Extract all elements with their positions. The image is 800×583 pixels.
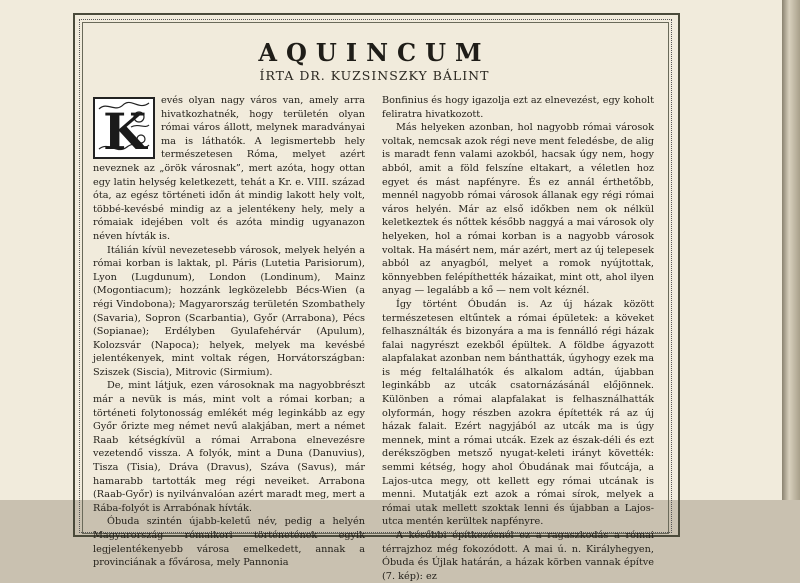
right-column	[382, 94, 654, 583]
paragraph: Itálián kívül nevezetesebb városok, melyek helyén a római korban is laktak, pl. Páris (Lutetia Parisiorum), Lyon (Lugdunum), London (Londinum), Mainz (Mogontiacum); hozzánk legközelebb Bécs-Wien (a régi Vindobona); Magyarország területén Szombathely (Savaria), Sopron (Scarbantia), Győr (Arrabona), Pécs (Sopianae); Erdélyben Gyulafehérvár (Apulum), Kolozsvár (Napoca); helyek, melyek ma kevésbé jelentékenyek, mint voltak régen, Horvátországban: Sziszek (Siscia), Mitrovic (Sirmium).	[93, 244, 365, 378]
article-title: AQUINCUM	[258, 38, 491, 67]
paragraph: Így történt Óbudán is. Az új házak között természetesen eltűntek a római épületek: a köveket felhasználták és bizonyára a ma is fennálló régi házak falai nagyrészt ezekből épültek. A földbe ágyazott alapfalakat azonban nem bánthatták, úgyhogy ezek ma is még feltalálhatók és alkalom adtán, újabban leginkább az utcák csatornázásánál előjönnek. Különben a római alapfalakat is felhasználhatták olyformán, hogy részben azokra építették rá az új házak falait. Ezért nagyjából az utcák ma is úgy mennek, mint a római utcák. Ezek az észak-déli és ezt derékszögben metsző nyugat-keleti irányt követték: semmi kétség, hogy ahol Óbudának mai főutcája, a Lajos-utca megy, ott kellett egy római utcának is menni. Mutatják ezt azok a római sírok, melyek a római utak mellett szoktak lenni és újabban a Lajos-utca mentén kerültek napfényre.	[382, 298, 654, 528]
book-spine	[782, 0, 800, 500]
paragraph: De, mint látjuk, ezen városoknak ma nagyobbrészt már a nevük is más, mint volt a római korban; a történeti folytonosság emlékét még leginkább az egy Győr őrizte meg német nevű alakjában, mert a német Raab kétségkívül a római Arrabona elnevezésre vezetendő vissza. A folyók, mint a Duna (Danuvius), Tisza (Tisia), Dráva (Dravus), Száva (Savus), már hamarabb tartották meg régi neveiket. Arrabona (Raab-Győr) is nyilvánvalóan azért maradt meg, mert a Rába-folyót is Arrabónak hívták.	[93, 380, 365, 514]
paragraph: A későbbi építkezésnél ez a ragaszkodás a római térrajzhoz még fokozódott. A mai ú. n. Királyhegyen, Óbuda és Újlak határán, a házak körben vannak építve (7. kép): ez	[382, 530, 654, 582]
ornamental-dropcap-icon	[93, 97, 155, 159]
paragraph: Bonfinius és hogy igazolja ezt az elnevezést, egy koholt feliratra hivatkozott.	[382, 95, 654, 120]
paragraph: evés olyan nagy város van, amely arra hivatkozhatnék, hogy területén olyan római város állott, melynek maradványai ma is láthatók. A legismertebb hely természetesen Róma, melyet azért neveznek az „örök városnak”, mert azóta, hogy ottan egy latin helység keletkezett, tehát a Kr. e. VIII. század óta, az egész történeti időn át mindig lakott hely volt, többé-kevésbé mindig az a jelentékeny hely, mely a rómaiak idejében volt és azóta mindig ugyanazon néven hívták is.	[93, 95, 365, 242]
dropcap-letter: K	[103, 102, 147, 157]
article-byline: ÍRTA DR. KUZSINSZKY BÁLINT	[259, 68, 490, 83]
paragraph: Óbuda szintén újabb-keletű név, pedig a helyén Magyarország rómaikori történetének egyik legjelentékenyebb városa emelkedett, annak a provinciának a fővárosa, mely Pannonia	[93, 516, 365, 569]
left-column	[93, 94, 365, 570]
paragraph: Más helyeken azonban, hol nagyobb római városok voltak, nemcsak azok régi neve ment feledésbe, de alig is maradt fenn valami azokból, hacsak úgy nem, hogy abból, amit a föld felszíne eltakart, a véletlen hoz egyet és mást napfényre. És ez annál érthetőbb, mennél nagyobb római városok állanak egy régi római város helyén. Már az első időkben nem ok nélkül keletkeztek és nőttek később naggyá a mai városok oly helyeken, hol a római korban is a nagyobb városok voltak. Ha másért nem, már azért, mert az új telepesek abból az anyagból, melyet a romok nyújtottak, könnyebben felépíthették házaikat, mint ott, ahol ilyen anyag — legalább a kő — nem volt kéznél.	[382, 122, 654, 297]
